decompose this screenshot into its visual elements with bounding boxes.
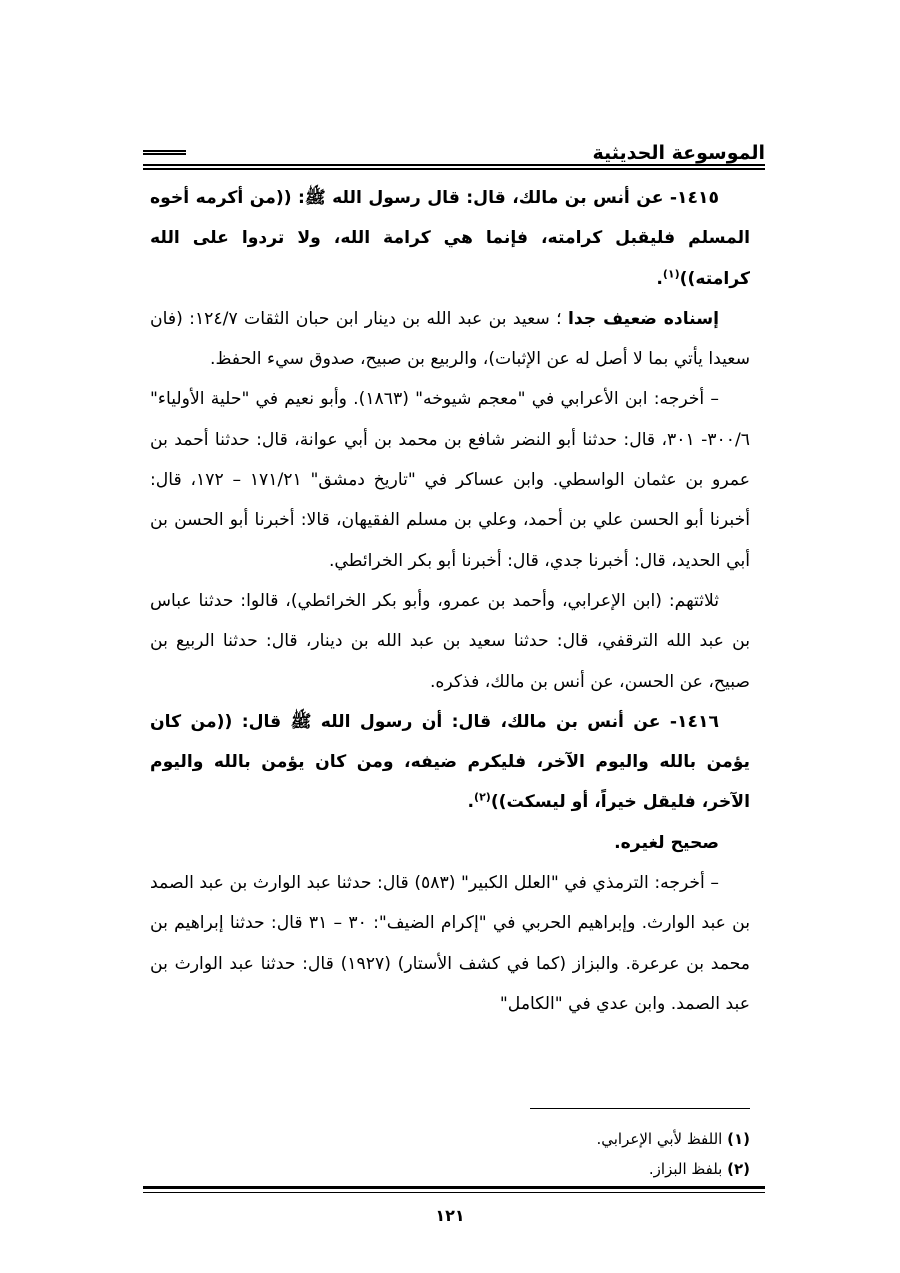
footer-rule-thin [143, 1192, 765, 1193]
grade-1416: صحيح لغيره. [614, 832, 719, 853]
hadith-1415-tail: . [656, 268, 663, 289]
hadith-1415-text: ١٤١٥- عن أنس بن مالك، قال: قال رسول الله ﷺ: ((من أكرمه أخوه المسلم فليقبل كرامته، فإنما هي كرامة الله، ولا تردوا على الله كرامته)) [150, 188, 750, 289]
isnad-1415 [150, 299, 750, 380]
thalathatuhum-1415: ثلاثتهم: (ابن الإعرابي، وأحمد بن عمرو، وأبو بكر الخرائطي)، قالوا: حدثنا عباس بن عبد الله الترقفي، قال: حدثنا سعيد بن عبد الله بن دينار، قال: حدثنا الربيع بن صبيح، عن الحسن، عن أنس بن مالك، فذكره. [150, 590, 750, 692]
footnote-1-text: اللفظ لأبي الإعرابي. [596, 1130, 728, 1148]
footnote-mark-2: (٢) [474, 790, 491, 804]
footnote-1 [150, 1124, 750, 1154]
hadith-1416-tail: . [467, 792, 475, 813]
page-number: ١٢١ [435, 1206, 465, 1225]
hadith-1415 [150, 178, 750, 299]
hadith-1416 [150, 702, 750, 823]
footnote-1-num: (١) [727, 1130, 750, 1148]
footnote-separator [530, 1108, 750, 1109]
running-header [143, 138, 765, 172]
hadith-1416-text: ١٤١٦- عن أنس بن مالك، قال: أن رسول الله ﷺ قال: ((من كان يؤمن بالله واليوم الآخر، فليكرم ضيفه، ومن كان يؤمن بالله واليوم الآخر، فليقل خيراً، أو ليسكت)) [150, 711, 750, 813]
takhrij-1416: – أخرجه: الترمذي في "العلل الكبير" (٥٨٣) قال: حدثنا عبد الوارث بن عبد الصمد بن عبد الوارث. وإبراهيم الحربي في "إكرام الضيف": ٣٠ – ٣١ قال: حدثنا إبراهيم بن محمد بن عرعرة. والبزاز (كما في كشف الأستار) (١٩٢٧) قال: حدثنا عبد الوارث بن عبد الصمد. وابن عدي في "الكامل" [150, 873, 750, 1014]
footer-rule-thick [143, 1186, 765, 1189]
footnote-mark-1: (١) [662, 266, 680, 280]
footnote-2-num: (٢) [727, 1160, 750, 1178]
header-rule-left [143, 150, 186, 155]
footnote-2-text: بلفظ البزاز. [648, 1160, 728, 1178]
isnad-1415-text: ؛ سعيد بن عبد الله بن دينار ابن حبان الثقات ١٢٤/٧: (فان سعيدا يأتي بما لا أصل له عن الإثبات)، والربيع بن صبيح، صدوق سيء الحفظ. [150, 308, 750, 370]
footnotes [150, 1124, 750, 1184]
main-content [150, 178, 750, 1024]
takhrij-1415: – أخرجه: ابن الأعرابي في "معجم شيوخه" (١٨٦٣). وأبو نعيم في "حلية الأولياء" ٣٠٠/٦- ٣٠١، قال: حدثنا أبو النضر شافع بن محمد بن أبي عوانة، قال: حدثنا أحمد بن عمرو بن عثمان الواسطي. وابن عساكر في "تاريخ دمشق" ١٧١/٢١ – ١٧٢، قال: أخبرنا أبو الحسن علي بن أحمد، وعلي بن مسلم الفقيهان، قالا: أخبرنا أبو الحسن بن أبي الحديد، قال: أخبرنا جدي، قال: أخبرنا أبو بكر الخرائطي. [150, 389, 750, 571]
footnote-2 [150, 1154, 750, 1184]
header-title: الموسوعة الحديثية [592, 142, 765, 164]
isnad-1415-lead: إسناده ضعيف جدا [567, 308, 719, 329]
